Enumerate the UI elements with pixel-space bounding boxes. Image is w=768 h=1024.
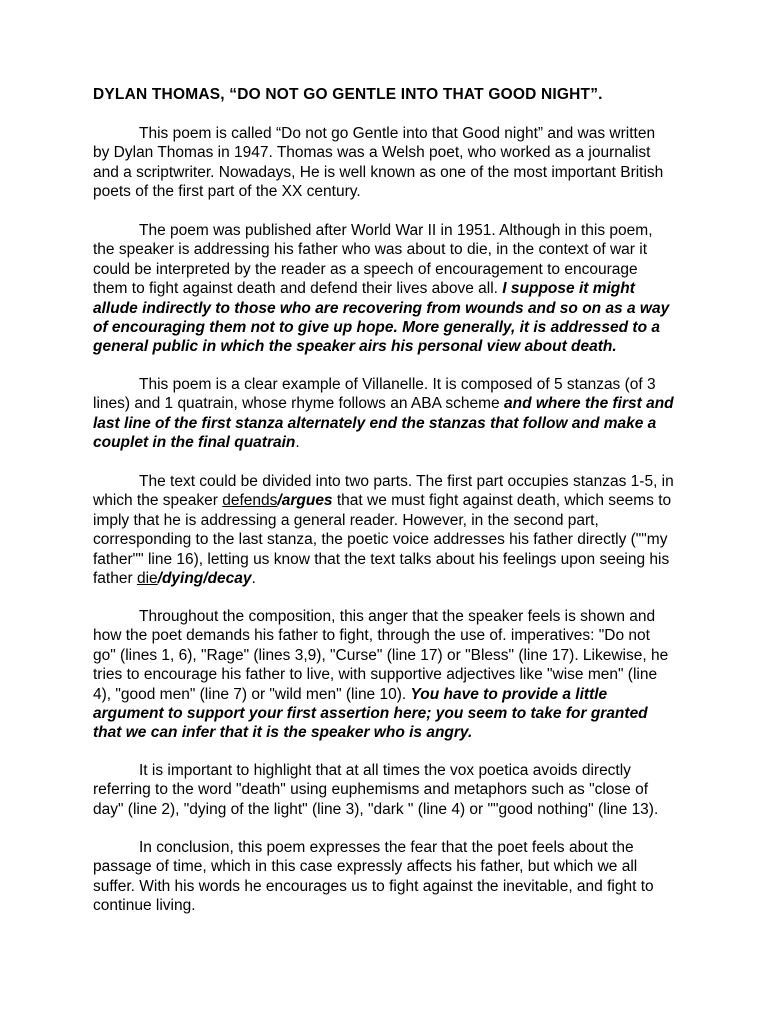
- paragraph-introduction: This poem is called “Do not go Gentle into that Good night” and was written by Dylan Thomas in 1947. Thomas was a Welsh poet, who worked as a journalist and a scriptwriter. Nowadays, He is well known as one of the most important British poets of the first part of the XX century.: [93, 125, 664, 201]
- paragraph-anger: Throughout the composition, this anger that the speaker feels is shown and how the poet demands his father to fight, through the use of. imperatives: "Do not go" (lines 1, 6), "Rage" (lines 3,9), "Curse" (line 17) or "Bless" (line 17). Likewise, he tries to encourage his father to live, with supportive adjectives like "wise men" (line 4), "good men" (line 7) or "wild men" (line 10). You have to provide a little argument to support your first assertion here; you seem to take for granted that we can infer that it is the speaker who is angry.: [93, 607, 683, 743]
- reviewer-comment: I suppose it might: [502, 280, 635, 298]
- paragraph-structure: This poem is a clear example of Villanelle. It is composed of 5 stanzas (of 3 lines) and 1 quatrain, whose rhyme follows an ABA scheme and where the first and last line of the first stanza alternately end the stanzas that follow and make a couplet in the final quatrain.: [93, 375, 683, 453]
- reviewer-comment: and where the first and: [503, 395, 674, 413]
- reviewer-comment: couplet in the final quatrain: [93, 434, 296, 452]
- reviewer-comment: of encouraging them not to give up hope. More generally, it is addressed to a: [93, 319, 660, 337]
- underlined-word: die: [136, 570, 158, 588]
- reviewer-comment: general public in which the speaker airs his personal view about death.: [93, 338, 617, 356]
- paragraph-conclusion: In conclusion, this poem expresses the fear that the poet feels about the passage of time, which in this case expressly affects his father, but which we all suffer. With his words he encourages us to fight against the inevitable, and fight to continue living.: [93, 839, 654, 915]
- paragraph-publication: The poem was published after World War II in 1951. Although in this poem, the speaker is addressing his father who was about to die, in the context of war it could be interpreted by the reader as a speech of encouragement to encourage them to fight against death and defend their lives above all. I suppose it might allude indirectly to those who are recovering from wounds and so on as a way of encouraging them not to give up hope. More generally, it is addressed to a general public in which the speaker airs his personal view about death.: [93, 221, 683, 357]
- reviewer-comment: You have to provide a little: [410, 685, 608, 703]
- reviewer-correction: /argues: [277, 492, 333, 510]
- paragraph-euphemisms: It is important to highlight that at all times the vox poetica avoids directly referring to the word "death" using euphemisms and metaphors such as "close of day" (line 2), "dying of the light" (line 3), "dark " (line 4) or ""good nothing" (line 13).: [93, 762, 659, 818]
- reviewer-correction: /dying/decay: [157, 570, 252, 588]
- reviewer-comment: last line of the first stanza alternately end the stanzas that follow and make a: [93, 414, 657, 432]
- paragraph-parts: The text could be divided into two parts. The first part occupies stanzas 1-5, in which the speaker defends/argues that we must fight against death, which seems to imply that he is addressing a general reader. However, in the second part, corresponding to the last stanza, the poetic voice addresses his father directly (""my father"" line 16), letting us know that the text talks about his feelings upon seeing his father die/dying/decay.: [93, 473, 674, 588]
- reviewer-comment: allude indirectly to those who are recovering from wounds and so on as a way: [93, 299, 670, 317]
- reviewer-comment: that we can infer that it is the speaker who is angry.: [93, 724, 473, 742]
- document-title: DYLAN THOMAS, “DO NOT GO GENTLE INTO THAT GOOD NIGHT”.: [93, 86, 603, 103]
- underlined-word: defends: [222, 492, 278, 510]
- reviewer-comment: argument to support your first assertion here; you seem to take for granted: [93, 705, 648, 723]
